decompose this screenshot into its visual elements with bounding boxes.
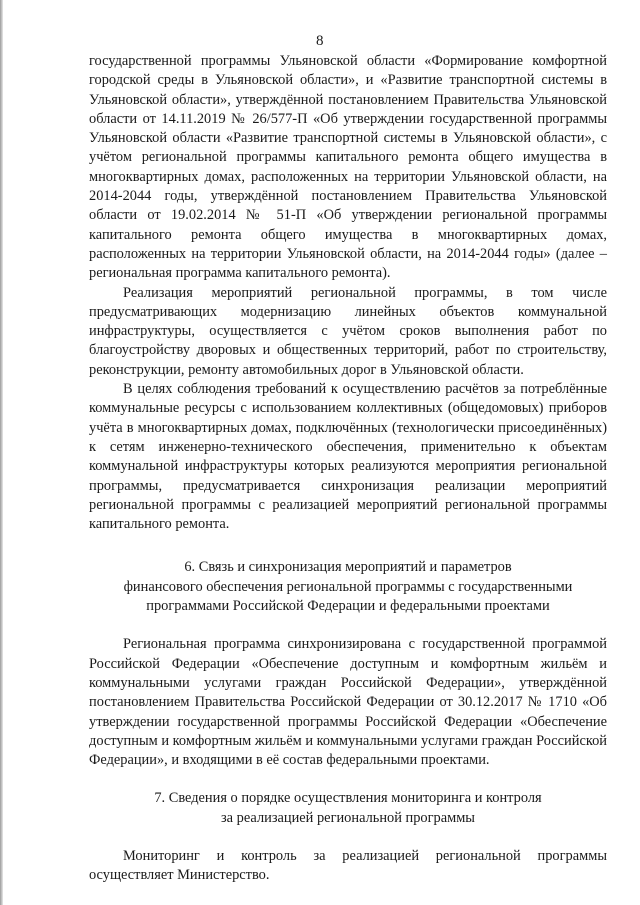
section-6-paragraph: Региональная программа синхронизирована с государственной программой Российской Федерации «Обеспечение доступным и комфортным жильём и коммунальными услугами граждан Российской Федерации», утверждённой постановлением Правительства Российской Федерации от 30.12.2017 № 1710 «Об утверждении государственной программы Российской Федерации «Обеспечение доступным и комфортным жильём и коммунальными услугами граждан Российской Федерации», и входящими в её состав федеральными проектами. bbox=[89, 636, 607, 769]
section-6-heading bbox=[89, 558, 607, 616]
section-7-heading-line-2: за реализацией региональной программы bbox=[221, 809, 475, 826]
section-7-heading-line-1: 7. Сведения о порядке осуществления мониторинга и контроля bbox=[154, 790, 542, 807]
document-body bbox=[89, 52, 607, 886]
section-6-heading-line-2: финансового обеспечения региональной программы с государственными bbox=[123, 578, 573, 595]
paragraph-implementation: Реализация мероприятий региональной программы, в том числе предусматривающих модернизацию линейных объектов коммунальной инфраструктуры, осуществляется с учётом сроков выполнения работ по благоустройству дворовых и общественных территорий, работ по строительству, реконструкции, ремонту автомобильных дорог в Ульяновской области. bbox=[89, 284, 607, 378]
paragraph-metering: В целях соблюдения требований к осуществлению расчётов за потреблённые коммунальные ресурсы с использованием коллективных (общедомовых) приборов учёта в многоквартирных домах, подключённых (технологически присоединённых) к сетям инженерно-технического обеспечения, применительно к объектам коммунальной инфраструктуры которых реализуются мероприятия региональной программы, предусматривается синхронизация реализации мероприятий региональной программы с реализацией мероприятий региональной программы капитального ремонта. bbox=[89, 381, 607, 533]
section-6-heading-line-1: 6. Связь и синхронизация мероприятий и параметров bbox=[184, 559, 512, 576]
page-number: 8 bbox=[316, 33, 324, 49]
section-7-heading bbox=[89, 789, 607, 828]
page-edge-shadow bbox=[0, 0, 3, 905]
section-7-paragraph: Мониторинг и контроль за реализацией региональной программы осуществляет Министерство. bbox=[89, 847, 607, 884]
section-6-heading-line-3: программами Российской Федерации и федеральными проектами bbox=[146, 598, 550, 615]
paragraph-continued: государственной программы Ульяновской области «Формирование комфортной городской среды в Ульяновской области», и «Развитие транспортной системы в Ульяновской области», утверждённой постановлением Правительства Ульяновской области от 14.11.2019 № 26/577-П «Об утверждении государственной программы Ульяновской области «Развитие транспортной системы в Ульяновской области», с учётом региональной программы капитального ремонта общего имущества в многоквартирных домах, расположенных на территории Ульяновской области, на 2014-2044 годы, утверждённой постановлением Правительства Ульяновской области от 19.02.2014 № 51-П «Об утверждении региональной программы капитального ремонта общего имущества в многоквартирных домах, расположенных на территории Ульяновской области, на 2014-2044 годы» (далее – региональная программа капитального ремонта). bbox=[89, 53, 607, 282]
